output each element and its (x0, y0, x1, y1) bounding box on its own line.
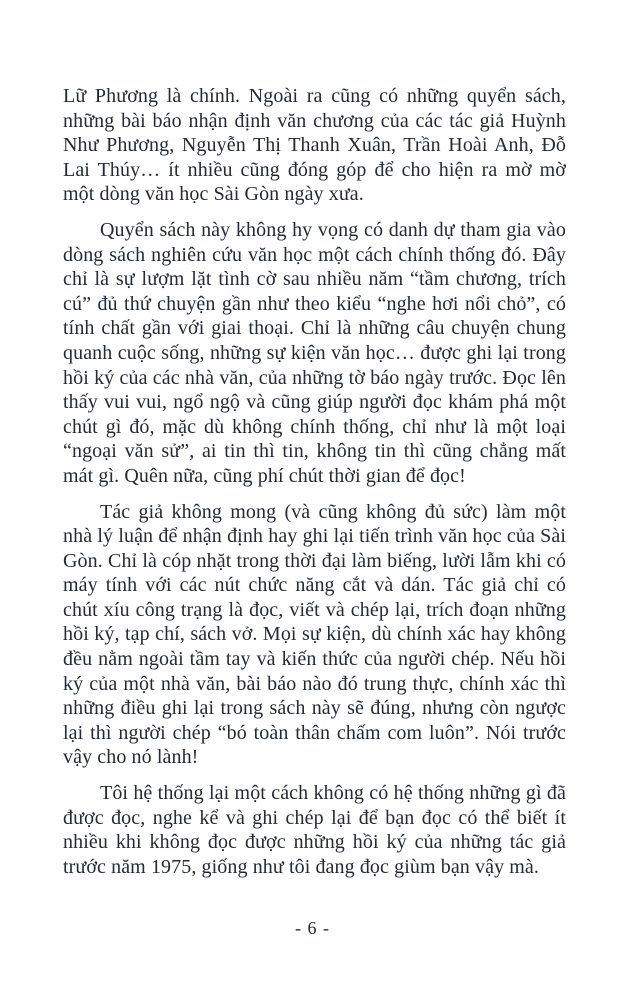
paragraph: Tôi hệ thống lại một cách không có hệ thống những gì đã được đọc, nghe kể và ghi chép lại để bạn đọc có thể biết ít nhiều khi không đọc được những hồi ký của những tác giả trước năm 1975, giống như tôi đang đọc giùm bạn vậy mà. (63, 782, 566, 878)
paragraph: Quyển sách này không hy vọng có danh dự tham gia vào dòng sách nghiên cứu văn học một cách chính thống đó. Đây chỉ là sự lượm lặt tình cờ sau nhiều năm “tầm chương, trích cú” đủ thứ chuyện gần như theo kiểu “nghe hơi nổi chỏ”, có tính chất gần với giai thoại. Chỉ là những câu chuyện chung quanh cuộc sống, những sự kiện văn học… được ghi lại trong hồi ký của các nhà văn, của những tờ báo ngày trước. Đọc lên thấy vui vui, ngổ ngộ và cũng giúp người đọc khám phá một chút gì đó, mặc dù không chính thống, chỉ như là một loại “ngoại văn sử”, ai tin thì tin, không tin thì cũng chẳng mất mát gì. Quên nữa, cũng phí chút thời gian để đọc! (63, 218, 566, 487)
paragraph: Lữ Phương là chính. Ngoài ra cũng có những quyển sách, những bài báo nhận định văn chương của các tác giả Huỳnh Như Phương, Nguyễn Thị Thanh Xuân, Trần Hoài Anh, Đỗ Lai Thúy… ít nhiều cũng đóng góp để cho hiện ra mờ mờ một dòng văn học Sài Gòn ngày xưa. (63, 85, 566, 206)
text-block (63, 84, 566, 890)
page-number: - 6 - (295, 918, 330, 938)
paragraph: Tác giả không mong (và cũng không đủ sức) làm một nhà lý luận để nhận định hay ghi lại tiến trình văn học của Sài Gòn. Chỉ là cóp nhặt trong thời đại làm biếng, lười lẫm khi có máy tính với các nút chức năng cắt và dán. Tác giả chỉ có chút xíu công trạng là đọc, viết và chép lại, trích đoạn những hồi ký, tạp chí, sách vở. Mọi sự kiện, dù chính xác hay không đều nằm ngoài tầm tay và kiến thức của người chép. Nếu hồi ký của một nhà văn, bài báo nào đó trung thực, chính xác thì những điều ghi lại trong sách này sẽ đúng, nhưng còn ngược lại thì người chép “bó toàn thân chấm com luôn”. Nói trước vậy cho nó lành! (63, 500, 566, 769)
